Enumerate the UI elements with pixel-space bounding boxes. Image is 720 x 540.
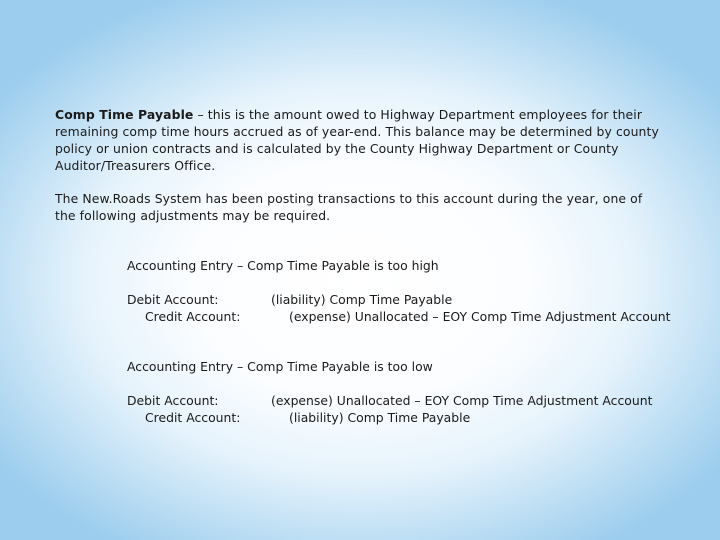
entry-too-low-debit-account: (expense) Unallocated – EOY Comp Time Adjustment Account bbox=[271, 393, 653, 408]
entry-too-high-credit-label: Credit Account: bbox=[145, 309, 241, 324]
entry-too-low-title: Accounting Entry – Comp Time Payable is too low bbox=[127, 359, 433, 374]
comp-time-payable-term: Comp Time Payable bbox=[55, 107, 194, 122]
entry-too-low-credit-label: Credit Account: bbox=[145, 410, 241, 425]
entry-too-high-credit-account: (expense) Unallocated – EOY Comp Time Adjustment Account bbox=[289, 309, 671, 324]
posting-adjustments-paragraph: The New.Roads System has been posting transactions to this account during the year, one of the following adjustments may be required. bbox=[55, 191, 643, 223]
entry-too-low-credit-account: (liability) Comp Time Payable bbox=[289, 410, 471, 425]
entry-too-high-title: Accounting Entry – Comp Time Payable is too high bbox=[127, 258, 439, 273]
entry-too-high-debit-label: Debit Account: bbox=[127, 292, 219, 307]
entry-too-high-debit-account: (liability) Comp Time Payable bbox=[271, 292, 453, 307]
comp-time-definition-text: – this is the amount owed to Highway Department employees for their remaining comp time hours accrued as of year-end. This balance may be determined by county policy or union contracts and is calculated by the County Highway Department or County Auditor/Treasurers Office. bbox=[55, 107, 659, 173]
entry-too-low-debit-label: Debit Account: bbox=[127, 393, 219, 408]
comp-time-definition-paragraph bbox=[55, 106, 665, 174]
